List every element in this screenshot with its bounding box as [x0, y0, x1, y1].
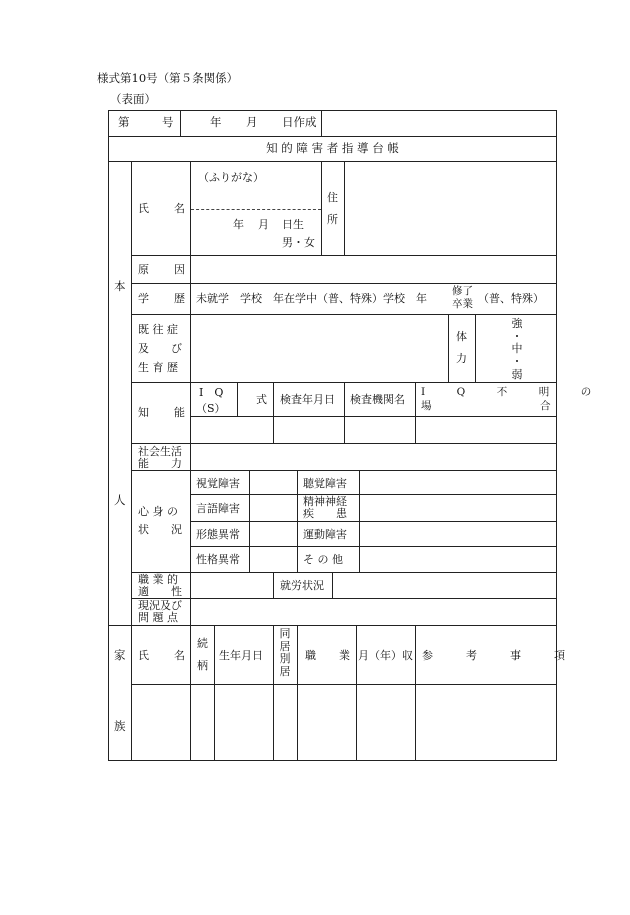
social-line-1: 社会生活 [138, 445, 182, 458]
section-kazoku-2: 族 [114, 719, 126, 733]
strength-strong: 強 [511, 317, 523, 330]
form-number: 様式第10号（第５条関係） [97, 71, 239, 85]
aptitude-line-2: 適 性 [138, 585, 182, 598]
condition-label-2: 状 況 [138, 523, 182, 536]
education-text: 未就学 学校 年在学中（普、特殊）学校 年 [196, 292, 427, 305]
education-tail: （普、特殊） [478, 292, 544, 305]
cohabit-char-3: 別 [279, 652, 291, 666]
iq-unknown-bottom-right: 合 [540, 400, 551, 412]
speech-label: 言語障害 [196, 502, 240, 515]
family-name-2: 名 [174, 649, 185, 662]
document-title: 知 的 障 害 者 指 導 台 帳 [266, 141, 399, 155]
history-line-2: 及 び [138, 342, 182, 355]
education-graduate: 卒業 [452, 298, 473, 310]
created-year: 年 [210, 115, 222, 129]
created-month: 月 [246, 115, 258, 129]
family-income: 月（年）収 [358, 649, 413, 662]
birth-year: 年 [233, 218, 244, 231]
cohabit-char-2: 居 [279, 639, 291, 653]
family-relation-1: 続 [197, 637, 208, 650]
family-birth: 生年月日 [219, 649, 263, 662]
cohabit-char-4: 居 [279, 664, 291, 678]
cause-label-2: 因 [174, 263, 185, 276]
education-label-1: 学 [138, 292, 149, 305]
family-job-2: 業 [339, 649, 350, 662]
present-line-2: 問 題 点 [138, 611, 178, 624]
mental-label-2: 疾 患 [303, 507, 347, 520]
section-kazoku-1: 家 [114, 648, 126, 662]
number-label: 第 [118, 115, 130, 129]
family-cohabit [276, 628, 294, 679]
created-day: 日作成 [282, 115, 317, 129]
birth-day: 日生 [282, 218, 304, 231]
form-label: 形態異常 [196, 528, 240, 541]
motor-label: 運動障害 [303, 528, 347, 541]
strength-medium: 中 [511, 342, 523, 356]
other-label: そ の 他 [303, 553, 343, 566]
iq-s-label: （S） [196, 402, 226, 415]
sex-label: 男・女 [282, 236, 315, 249]
section-honnin-2: 人 [114, 493, 126, 507]
furigana-label: （ふりがな） [198, 171, 264, 184]
family-job-1: 職 [305, 649, 316, 662]
number-suffix: 号 [162, 115, 174, 129]
history-line-1: 既 往 症 [138, 323, 178, 336]
strength-scale [505, 318, 529, 381]
mental-label-1: 精神神経 [303, 495, 347, 508]
employment-label: 就労状況 [280, 579, 324, 592]
test-date-label: 検査年月日 [280, 393, 335, 406]
social-line-2: 能 力 [138, 457, 182, 470]
strength-label-1: 体 [456, 330, 467, 343]
education-label-2: 歴 [174, 292, 185, 305]
name-label-1: 氏 [138, 202, 149, 215]
hearing-label: 聴覚障害 [303, 477, 347, 490]
family-name-1: 氏 [138, 649, 149, 662]
cohabit-char-1: 同 [279, 627, 291, 640]
strength-dot-2: ・ [511, 354, 523, 368]
character-label: 性格異常 [196, 553, 240, 566]
visual-label: 視覚障害 [196, 477, 240, 490]
form-side: （表面） [110, 92, 156, 106]
family-relation-2: 柄 [197, 659, 208, 672]
iq-method-label: 式 [256, 393, 267, 406]
condition-label-1: 心 身 の [138, 505, 178, 518]
family-notes: 参 考 事 項 [422, 649, 565, 662]
aptitude-line-1: 職 業 的 [138, 573, 178, 586]
iq-unknown-top: I Q 不 明 の [421, 386, 592, 398]
strength-weak: 弱 [511, 367, 523, 381]
iq-unknown-bottom-left: 場 [421, 400, 432, 412]
address-label-2: 所 [327, 213, 338, 226]
iq-label: I Q [199, 386, 224, 399]
cause-label-1: 原 [138, 263, 149, 276]
name-label-2: 名 [174, 202, 185, 215]
test-org-label: 検査機関名 [350, 393, 405, 406]
history-line-3: 生 育 歴 [138, 361, 178, 374]
section-honnin-1: 本 [114, 279, 126, 293]
birth-month: 月 [258, 218, 269, 231]
education-complete: 修了 [452, 285, 473, 297]
present-line-1: 現況及び [138, 599, 182, 612]
intelligence-label-1: 知 [138, 406, 149, 419]
intelligence-label-2: 能 [174, 406, 185, 419]
strength-label-2: 力 [456, 352, 467, 365]
strength-dot-1: ・ [511, 329, 523, 343]
address-label-1: 住 [327, 191, 338, 204]
